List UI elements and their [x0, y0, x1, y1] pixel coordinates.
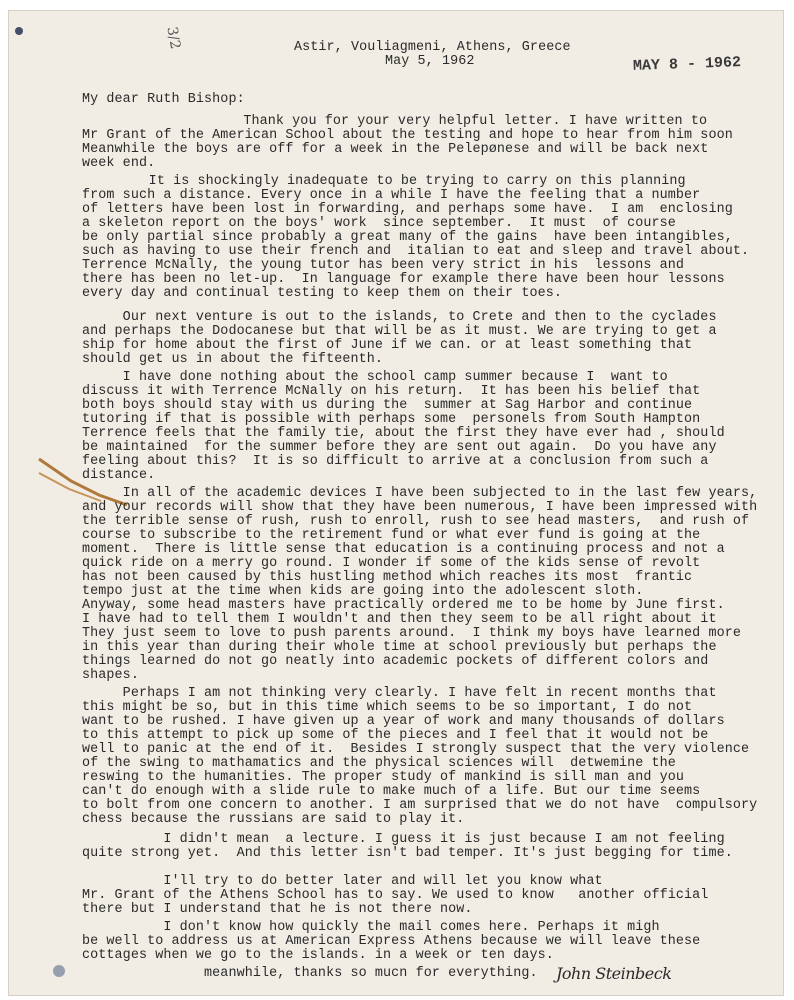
letter-line: of letters have been lost in forwarding, and perhaps some have. I am enclosing: [82, 202, 733, 217]
letter-line: feeling about this? It is so difficult to arrive at a conclusion from such a: [82, 454, 709, 469]
letter-line: cottages when we go to the islands. in a week or ten days.: [82, 948, 554, 963]
letter-line: Meanwhile the boys are off for a week in the Pelepønese and will be back next: [82, 142, 709, 157]
letter-line: this might be so, but in this time which seems to be so important, I do not: [82, 700, 693, 715]
letter-line: week end.: [82, 156, 156, 171]
signature: John Steinbeck: [556, 964, 672, 983]
letter-line: Anyway, some head masters have practically ordered me to be home by June first.: [82, 598, 725, 613]
letter-line: They just seem to love to push parents around. I think my boys have learned more: [82, 626, 741, 641]
letter-line: should get us in about the fifteenth.: [82, 352, 384, 367]
letter-line: It is shockingly inadequate to be trying to carry on this planning: [108, 174, 686, 189]
letter-line: Perhaps I am not thinking very clearly. I have felt in recent months that: [82, 686, 717, 701]
letter-line: such as having to use their french and italian to eat and sleep and travel about.: [82, 244, 750, 259]
letter-line: every day and continual testing to keep them on their toes.: [82, 286, 563, 301]
pencil-mark: 3/2: [163, 25, 184, 51]
letter-line: from such a distance. Every once in a while I have the feeling that a number: [82, 188, 701, 203]
letter-line: of the swing to mathamatics and the physical sciences will detwemine the: [82, 756, 676, 771]
letter-line: Mr Grant of the American School about the testing and hope to hear from him soon: [82, 128, 733, 143]
letter-line: Thank you for your very helpful letter. I have written to: [162, 114, 708, 129]
salutation: My dear Ruth Bishop:: [82, 92, 245, 107]
letter-line: moment. There is little sense that education is a continuing process and not a: [82, 542, 725, 557]
letter-line: in this year than during their whole time at school previously but perhaps the: [82, 640, 717, 655]
letter-line: distance.: [82, 468, 156, 483]
letter-line: In all of the academic devices I have been subjected to in the last few years,: [82, 486, 758, 501]
letter-line: course to subscribe to the retirement fund or what ever fund is going at the: [82, 528, 701, 543]
letter-date: May 5, 1962: [385, 54, 475, 69]
letter-line: quick ride on a merry go round. I wonder if some of the kids sense of revolt: [82, 556, 701, 571]
letter-line: I don't know how quickly the mail comes here. Perhaps it migh: [82, 920, 660, 935]
sender-address: Astir, Vouliagmeni, Athens, Greece: [294, 40, 571, 55]
letter-line: I'll try to do better later and will let you know what: [82, 874, 603, 889]
letter-line: shapes.: [82, 668, 139, 683]
letter-line: Terrence McNally, the young tutor has been very strict in his lessons and: [82, 258, 685, 273]
letter-line: be maintained for the summer before they are sent out again. Do you have any: [82, 440, 717, 455]
letter-line: and perhaps the Dodocanese but that will be as it must. We are trying to get a: [82, 324, 717, 339]
letter-line: there but I understand that he is not there now.: [82, 902, 473, 917]
letter-line: tutoring if that is possible with perhaps some personels from South Hampton: [82, 412, 701, 427]
letter-line: a skeleton report on the boys' work since september. It must of course: [82, 216, 676, 231]
letter-line: to bolt from one concern to another. I am surprised that we do not have compulsory: [82, 798, 758, 813]
letter-line: tempo just at the time when kids are going into the adolescent sloth.: [82, 584, 644, 599]
letter-line: be well to address us at American Express Athens because we will leave these: [82, 934, 701, 949]
letter-line: I have had to tell them I wouldn't and then they seem to be all right about it: [82, 612, 717, 627]
letter-line: both boys should stay with us during the summer at Sag Harbor and continue: [82, 398, 693, 413]
letter-line: Our next venture is out to the islands, to Crete and then to the cyclades: [82, 310, 717, 325]
letter-line: Mr. Grant of the Athens School has to say. We used to know another official: [82, 888, 709, 903]
letter-line: chess because the russians are said to play it.: [82, 812, 465, 827]
letter-line: the terrible sense of rush, rush to enroll, rush to see head masters, and rush of: [82, 514, 750, 529]
letter-line: has not been caused by this hustling method which reaches its most frantic: [82, 570, 693, 585]
letter-line: things learned do not go neatly into academic pockets of different colors and: [82, 654, 709, 669]
letter-line: discuss it with Terrence McNally on his returŋ. It has been his belief that: [82, 384, 701, 399]
letter-line: be only partial since probably a great many of the gains have been intangibles,: [82, 230, 733, 245]
letter-line: I have done nothing about the school camp summer because I want to: [82, 370, 668, 385]
letter-line: Terrence feels that the family tie, about the first they have ever had , should: [82, 426, 725, 441]
letter-line: quite strong yet. And this letter isn't bad temper. It's just begging for time.: [82, 846, 733, 861]
letter-line: ship for home about the first of June if we can. or at least something that: [82, 338, 693, 353]
received-date-stamp: MAY 8 - 1962: [632, 54, 742, 75]
letter-line: want to be rushed. I have given up a year of work and many thousands of dollars: [82, 714, 725, 729]
letter-line: reswing to the humanities. The proper study of mankind is sill man and you: [82, 770, 685, 785]
closing-line: meanwhile, thanks so mucn for everything.: [82, 966, 538, 981]
letter-line: I didn't mean a lecture. I guess it is just because I am not feeling: [82, 832, 725, 847]
letter-line: and your records will show that they have been numerous, I have been impressed with: [82, 500, 758, 515]
letter-line: there has been no let-up. In language for example there have been hour lessons: [82, 272, 725, 287]
letter-line: well to panic at the end of it. Besides I strongly suspect that the very violence: [82, 742, 750, 757]
letter-line: to this attempt to pick up some of the pieces and I feel that it would not be: [82, 728, 709, 743]
letter-line: can't do enough with a slide rule to make much of a life. But our time seems: [82, 784, 701, 799]
